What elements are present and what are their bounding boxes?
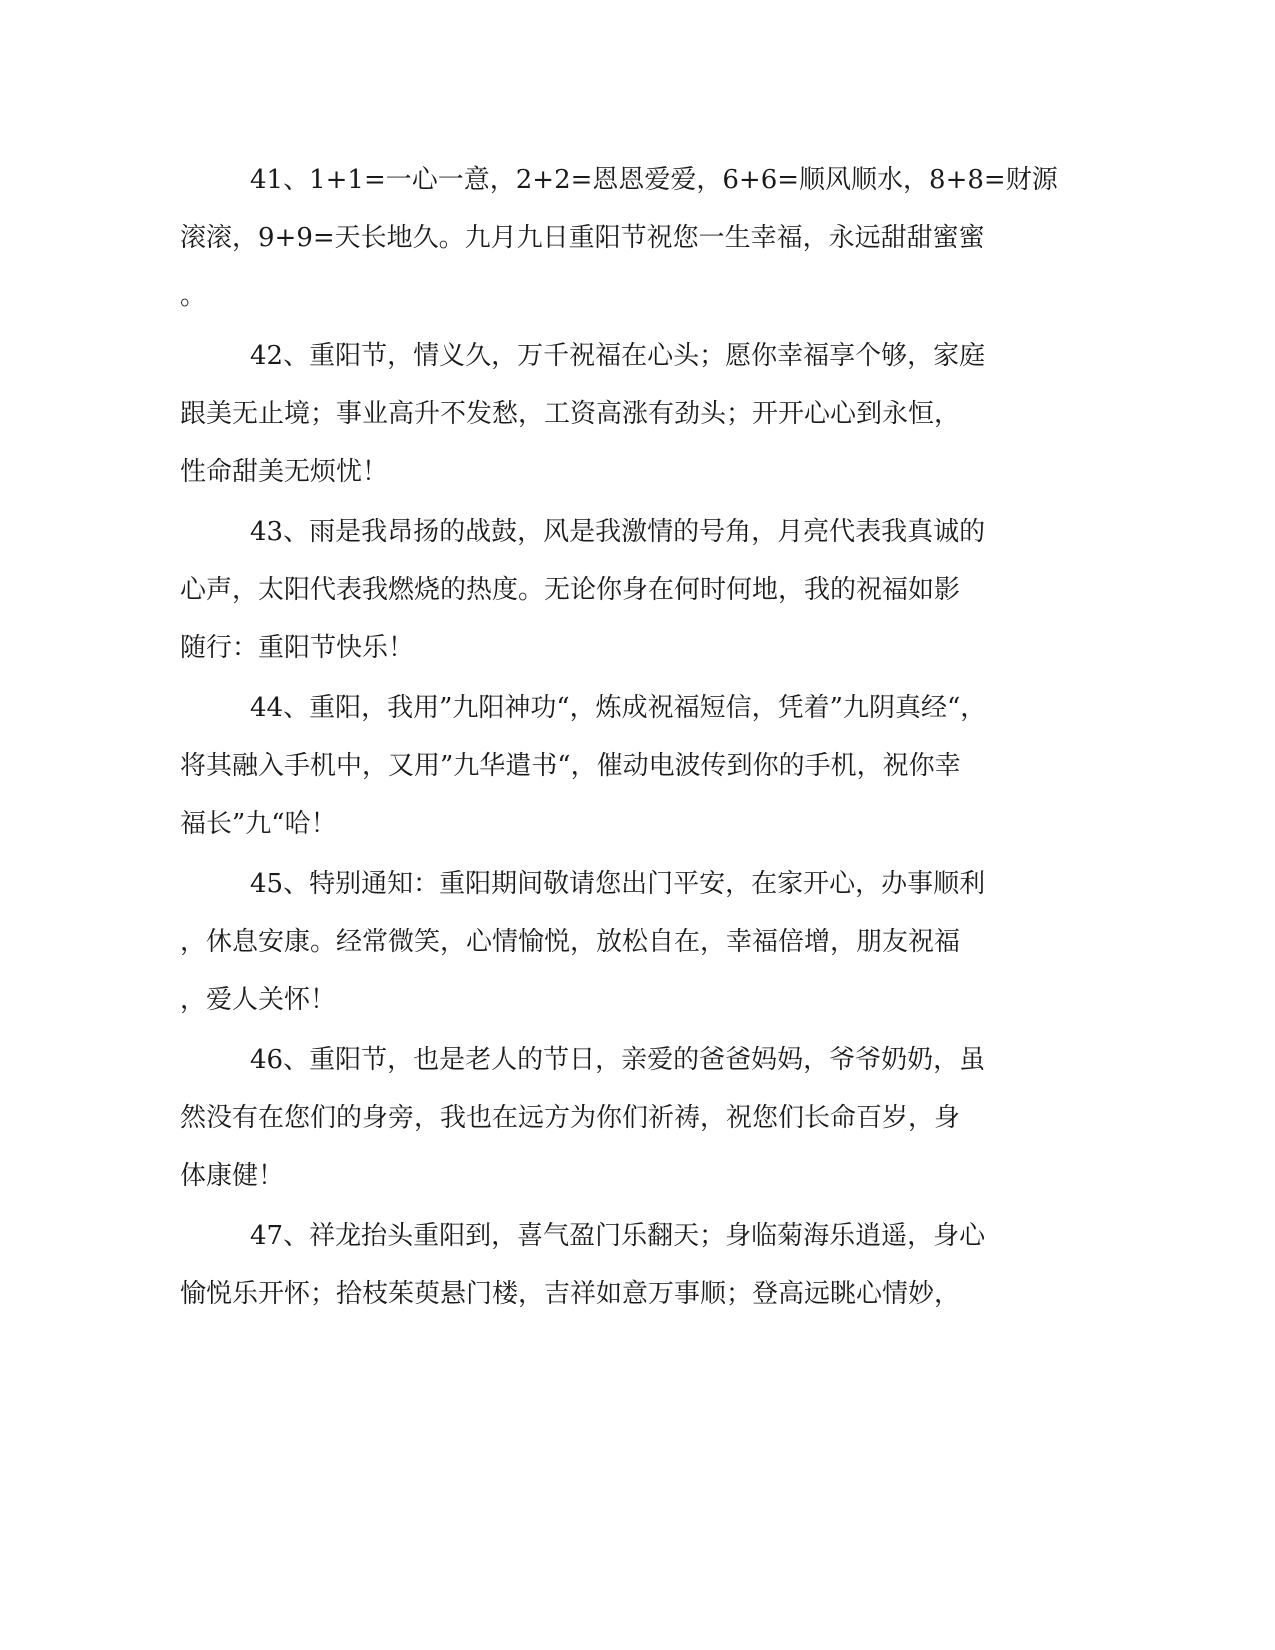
text-line: 滚滚，9+9=天长地久。九月九日重阳节祝您一生幸福，永远甜甜蜜蜜 [180, 223, 985, 253]
text-line: 。 [180, 281, 207, 311]
text-line: 性命甜美无烦忧！ [180, 457, 389, 487]
text-line: 41、1+1=一心一意，2+2=恩恩爱爱，6+6=顺风顺水，8+8=财源 [250, 165, 1058, 195]
text-line: 46、重阳节，也是老人的节日，亲爱的爸爸妈妈，爷爷奶奶，虽 [250, 1045, 986, 1075]
text-line: 43、雨是我昂扬的战鼓，风是我激情的号角，月亮代表我真诚的 [250, 517, 986, 547]
text-line: 然没有在您们的身旁，我也在远方为你们祈祷，祝您们长命百岁，身 [180, 1103, 961, 1133]
text-line: 心声，太阳代表我燃烧的热度。无论你身在何时何地，我的祝福如影 [180, 575, 961, 605]
text-line: 44、重阳，我用”九阳神功“，炼成祝福短信，凭着”九阴真经“， [250, 693, 987, 723]
text-line: ，休息安康。经常微笑，心情愉悦，放松自在，幸福倍增，朋友祝福 [180, 927, 961, 957]
text-line: 47、祥龙抬头重阳到，喜气盈门乐翻天；身临菊海乐逍遥，身心 [250, 1221, 986, 1251]
text-line: 体康健！ [180, 1161, 285, 1191]
text-line: ，爱人关怀！ [180, 985, 337, 1015]
text-line: 愉悦乐开怀；拾枝茱萸悬门楼，吉祥如意万事顺；登高远眺心情妙， [180, 1279, 961, 1309]
text-line: 跟美无止境；事业高升不发愁，工资高涨有劲头；开开心心到永恒， [180, 399, 961, 429]
text-line: 42、重阳节，情义久，万千祝福在心头；愿你幸福享个够，家庭 [250, 341, 986, 371]
text-line: 随行：重阳节快乐！ [180, 633, 415, 663]
text-line: 45、特别通知：重阳期间敬请您出门平安，在家开心，办事顺利 [250, 869, 986, 899]
text-line: 将其融入手机中，又用”九华遣书“，催动电波传到你的手机，祝你幸 [180, 751, 961, 781]
text-line: 福长”九“哈！ [180, 809, 337, 839]
